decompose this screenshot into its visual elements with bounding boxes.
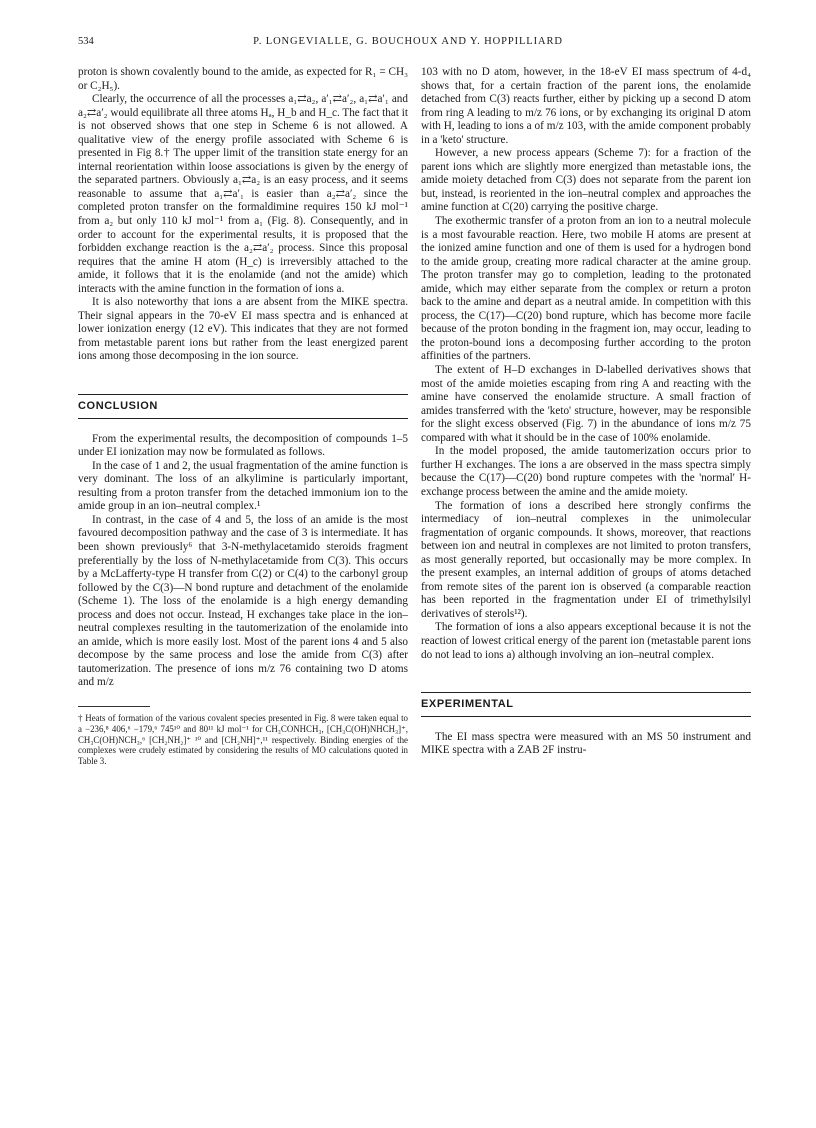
body-paragraph: proton is shown covalently bound to the amide, as expected for R₁ = CH₃ or C₂H₅). bbox=[78, 66, 408, 92]
body-paragraph: The formation of ions a also appears exceptional because it is not the reaction of lowest critical energy of the parent ion (metastable parent ions do not lead to ions a) although involving an ion–neutral complex. bbox=[421, 621, 752, 661]
footnote: † Heats of formation of the various covalent species presented in Fig. 8 were taken equal to a −236,⁸ 406,⁶ −179,⁶ 745¹⁰ and 80¹¹ kJ mol⁻¹ for CH₃CONHCH₃, [CH₃C(OH)NHCH₃]⁺, CH₃C(OH)NCH₃,⁶ [CH₂NH₂]⁺ ¹⁰ and [CH₂NH]⁺,¹¹ respectively. Binding energies of the complexes were crudely estimated by considering the results of MO calculations quoted in Table 3. bbox=[78, 712, 408, 767]
body-paragraph: In the model proposed, the amide tautomerization occurs prior to further H exchanges. The ions a are observed in the mass spectra simply because the C(17)—C(20) bond rupture competes with the 'normal' H-exchange process between the amine and the amide moiety. bbox=[421, 445, 751, 498]
page-header bbox=[0, 36, 816, 52]
body-paragraph: The EI mass spectra were measured with an MS 50 instrument and MIKE spectra with a ZAB 2F instru- bbox=[421, 730, 751, 757]
left-column bbox=[78, 66, 408, 767]
body-paragraph: 103 with no D atom, however, in the 18-eV EI mass spectrum of 4-d₄ shows that, for a certain fraction of the parent ions, the enolamide detached from C(3) reacts further, either by picking up a second D atom from ring A leading to m/z 76 ions, or by exchanging its original D atom with H, leading to ions a of m/z 103, with the amide component probably in a 'keto' structure. bbox=[421, 66, 751, 146]
experimental-heading: EXPERIMENTAL bbox=[421, 692, 751, 717]
right-column bbox=[421, 66, 751, 758]
body-paragraph: The formation of ions a described here strongly confirms the intermediacy of ion–neutral complexes in the unimolecular fragmentation of organic compounds. It shows, moreover, that reactions between ion and neutral in complexes are not limited to proton transfers, as most generally reported, but occasionally may be more complex. In the present examples, an internal addition of groups of atoms detached from remote sites of the parent ion is observed (a comparable reaction has been reported in the fragmentation under EI of trimethylsilyl derivatives of sterols¹²). bbox=[421, 499, 751, 620]
body-paragraph: In contrast, in the case of 4 and 5, the loss of an amide is the most favoured decomposition pathway and the case of 3 is intermediate. It has been shown previously⁶ that 3-N-methylacetamido steroids fragment preferentially by the loss of N-methylacetamide from C(3). This occurs by a McLafferty-type H transfer from C(2) or C(4) to the carbonyl group followed by the C(3)—N bond rupture and detachment of the enolamide (Scheme 1). The loss of the enolamide is a high energy demanding process and does not occur. Instead, H exchanges take place in the ion–neutral complexes resulting in the tautomerization of the enolamide into an amide, which is more easily lost. Most of the parent ions 4 and 5 also decompose by the same process and lose the amide from C(3) after tautomerization. The presence of ions m/z 76 containing two D atoms and m/z bbox=[78, 513, 408, 689]
body-paragraph: It is also noteworthy that ions a are absent from the MIKE spectra. Their signal appears in the 70-eV EI mass spectra and is enhanced at lower ionization energy (12 eV). This indicates that they are not formed from metastable parent ions but rather from the least energized parent ions among those decomposing in the ion source. bbox=[78, 296, 408, 363]
page-number: 534 bbox=[78, 36, 94, 47]
body-paragraph: The extent of H–D exchanges in D-labelled derivatives shows that most of the amide moieties escaping from ring A and reacting with the amine have conserved the enolamide structure. A small fraction of amides transferred with the 'keto' structure, however, may be responsible for the slight excess observed (Fig. 7) in the abundance of ions m/z 75 compared with what it should be in the case of 100% enolamide. bbox=[421, 364, 751, 444]
footnote-rule bbox=[78, 706, 150, 707]
body-paragraph: However, a new process appears (Scheme 7): for a fraction of the parent ions which are slightly more energized than metastable ions, the amide moiety detached from C(3) does not separate from the parent ion but, instead, is reoriented in the ion–neutral complex and approaches the amine function at C(20) carrying the positive charge. bbox=[421, 147, 751, 214]
conclusion-heading: CONCLUSION bbox=[78, 394, 408, 419]
running-head: P. LONGEVIALLE, G. BOUCHOUX AND Y. HOPPILLIARD bbox=[253, 36, 563, 47]
body-paragraph: The exothermic transfer of a proton from an ion to a neutral molecule is a most favourable reaction. Here, two mobile H atoms are present at the ionized amine function and one of them is used for a hydrogen bond to the amide group, creating more radical character at the amine group. The proton transfer may go to completion, leading to the protonated amide, which may either separate from the complex or return a proton back to the amine and depart as a neutral amide. In competition with this process, the C(17)—C(20) bond rupture, which has become more facile because of the proton bonding in the fragment ion, may occur, leading to the proton-bound ions a decomposing further according to the proton affinities of the partners. bbox=[421, 215, 751, 363]
body-paragraph: In the case of 1 and 2, the usual fragmentation of the amine function is very dominant. The loss of an alkylimine is particularly important, resulting from a proton transfer from the detached immonium ion to the amide group in an ion–neutral complex.¹ bbox=[78, 459, 408, 513]
body-paragraph: From the experimental results, the decomposition of compounds 1–5 under EI ionization may now be formulated as follows. bbox=[78, 432, 408, 459]
body-paragraph: Clearly, the occurrence of all the processes a₁⇄a₂, a′₁⇄a′₂, a₁⇄a′₁ and a₂⇄a′₂ would equilibrate all three atoms Hₐ, H_b and H_c. The fact that it is not observed shows that one step in Scheme 6 is not allowed. A qualitative view of the energy profile associated with Scheme 6 is presented in Fig 8.† The upper limit of the transition state energy for an internal reorientation within loose associations is given by the energy of the separated partners. Obviously a₁⇄a₂ is an easy process, and it seems reasonable to assume that a₁⇄a′₁ is easier than a₂⇄a′₂ since the completed proton transfer on the formaldimine requires 150 kJ mol⁻¹ from a₂ but only 110 kJ mol⁻¹ from a₁ (Fig. 8). Consequently, and in order to account for the experimental results, it is proposed that the forbidden exchange reaction is the a₂⇄a′₂ process. Since this proposal requires that the amine H atom (H_c) is irreversibly attached to the amide, it follows that it is the enolamide (and not the amide) which interacts with the amine function in the formation of ions a. bbox=[78, 93, 408, 295]
